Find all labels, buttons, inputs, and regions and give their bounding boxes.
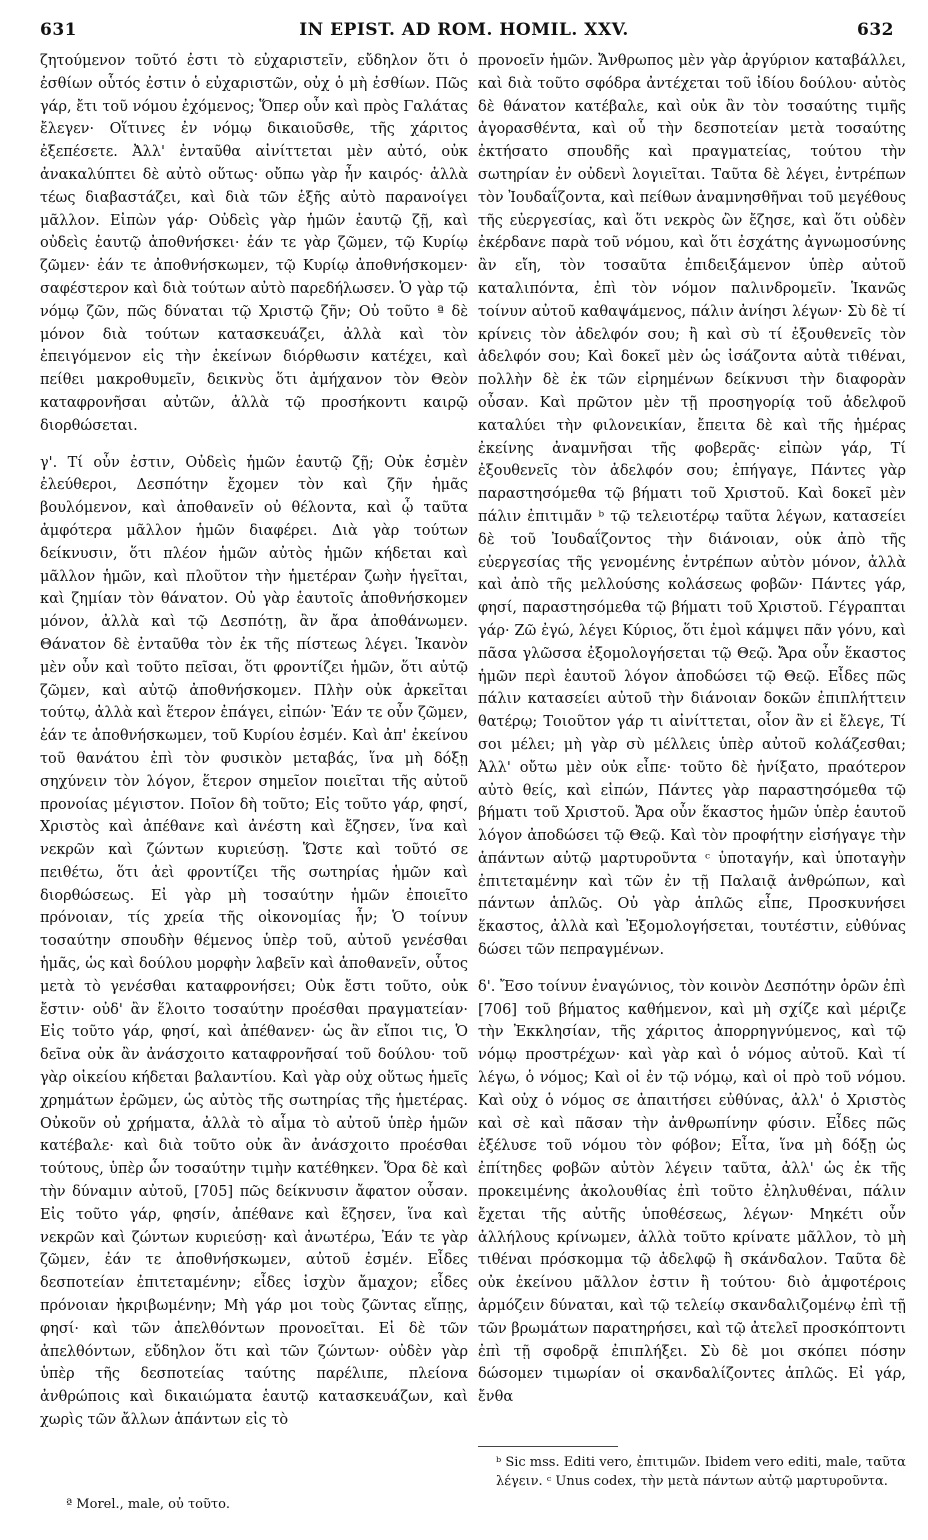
left-column	[40, 50, 468, 1432]
left-footnote: ª Morel., male, οὐ τοῦτο.	[66, 1497, 231, 1512]
footnote-divider	[478, 1446, 618, 1447]
right-footnotes: ᵇ Sic mss. Editi vero, ἐπιτιμῶν. Ibidem vero editi, male, ταῦτα λέγειν. ᶜ Unus codex, τὴν μετὰ πάντων αὐτῷ μαρτυροῦντα.	[496, 1455, 906, 1489]
left-paragraph-1: ζητούμενον τοῦτό ἐστι τὸ εὐχαριστεῖν, εὔδηλον ὅτι ὁ ἐσθίων οὗτός ἐστιν ὁ εὐχαριστῶν, οὐχ ὁ μὴ ἐσθίων. Πῶς γάρ, ἔτι τοῦ νόμου ἐχόμενος; Ὅπερ οὖν καὶ πρὸς Γαλάτας ἔλεγεν· Οἵτινες ἐν νόμῳ δικαιοῦσθε, τῆς χάριτος ἐξεπέσετε. Ἀλλ' ἐνταῦθα αἰνίττεται μὲν αὐτό, οὐκ ἀνακαλύπτει δὲ αὐτὸ οὕτως· οὔπω γὰρ ἦν καιρός· ἀλλὰ τέως διαβαστάζει, καὶ διὰ τῶν ἑξῆς αὐτὸ παρανοίγει μᾶλλον. Εἰπὼν γάρ· Οὐδεὶς γὰρ ἡμῶν ἑαυτῷ ζῇ, καὶ οὐδεὶς ἑαυτῷ ἀποθνήσκει· ἐάν τε γὰρ ζῶμεν, τῷ Κυρίῳ ζῶμεν· ἐάν τε ἀποθνήσκωμεν, τῷ Κυρίῳ ἀποθνήσκομεν· σαφέστερον καὶ διὰ τούτων αὐτὸ παρεδήλωσεν. Ὁ γὰρ τῷ νόμῳ ζῶν, πῶς δύναται τῷ Χριστῷ ζῆν; Οὐ τοῦτο ª δὲ μόνον διὰ τούτων κατασκευάζει, ἀλλὰ καὶ τὸν ἐπειγόμενον εἰς τὴν ἐκείνων διόρθωσιν κατέχει, καὶ πείθει μακροθυμεῖν, δεικνὺς ὅτι ἀμήχανον τὸν Θεὸν καταφρονῆσαι αὐτῶν, ἀλλὰ τῷ προσήκοντι καιρῷ διορθώσεται.	[40, 53, 468, 434]
left-paragraph-2: γ'. Τί οὖν ἐστιν, Οὐδεὶς ἡμῶν ἑαυτῷ ζῇ; Οὐκ ἐσμὲν ἐλεύθεροι, Δεσπότην ἔχομεν τὸν καὶ ζῆν ἡμᾶς βουλόμενον, καὶ ἀποθανεῖν οὐ θέλοντα, καὶ ᾧ ταῦτα ἀμφότερα μᾶλλον ἡμῶν διαφέρει. Διὰ γὰρ τούτων δείκνυσιν, ὅτι πλέον ἡμῶν αὐτὸς ἡμῶν κήδεται καὶ μᾶλλον ἡμῶν, καὶ πλοῦτον τὴν ἡμετέραν ζωὴν ἡγεῖται, καὶ ζημίαν τὸν θάνατον. Οὐ γὰρ ἑαυτοῖς ἀποθνήσκομεν μόνον, ἀλλὰ καὶ τῷ Δεσπότῃ, ἂν ἄρα ἀποθάνωμεν. Θάνατον δὲ ἐνταῦθα τὸν ἐκ τῆς πίστεως λέγει. Ἱκανὸν μὲν οὖν καὶ τοῦτο πεῖσαι, ὅτι φροντίζει ἡμῶν, ὅτι αὐτῷ ζῶμεν, καὶ αὐτῷ ἀποθνήσκομεν. Πλὴν οὐκ ἀρκεῖται τούτῳ, ἀλλὰ καὶ ἕτερον ἐπάγει, εἰπών· Ἐάν τε οὖν ζῶμεν, ἐάν τε ἀποθνήσκωμεν, τοῦ Κυρίου ἐσμέν. Καὶ ἀπ' ἐκείνου τοῦ θανάτου ἐπὶ τὸν φυσικὸν μεταβάς, ἵνα μὴ δόξῃ σηχύνειν τὸν λόγον, ἕτερον σημεῖον ποιεῖται τῆς αὐτοῦ προνοίας μέγιστον. Ποῖον δὴ τοῦτο; Εἰς τοῦτο γάρ, φησί, Χριστὸς καὶ ἀπέθανε καὶ ἀνέστη καὶ ἔζησεν, ἵνα καὶ νεκρῶν καὶ ζώντων κυριεύσῃ. Ὥστε καὶ τοῦτό σε πειθέτω, ὅτι ἀεὶ φροντίζει τῆς σωτηρίας ἡμῶν καὶ διορθώσεως. Εἰ γὰρ μὴ τοσαύτην ἡμῶν ἐποιεῖτο πρόνοιαν, τίς χρεία τῆς οἰκονομίας ἦν; Ὁ τοίνυν τοσαύτην σπουδὴν θέμενος ὑπὲρ τοῦ, αὐτοῦ γενέσθαι ἡμᾶς, ὡς καὶ δούλου μορφὴν λαβεῖν καὶ ἀποθανεῖν, οὗτος μετὰ τὸ γενέσθαι καταφρονήσει; Οὐκ ἔστι τοῦτο, οὐκ ἔστιν· οὐδ' ἂν ἕλοιτο τοσαύτην προέσθαι πραγματείαν· Εἰς τοῦτο γάρ, φησί, καὶ ἀπέθανεν· ὡς ἂν εἴποι τις, Ὁ δεῖνα οὐκ ἂν ἀνάσχοιτο καταφρονῆσαί τοῦ δούλου· τοῦ γὰρ οἰκείου κήδεται βαλαντίου. Καὶ γὰρ οὐχ οὕτως ἡμεῖς χρημάτων ἐρῶμεν, ὡς αὐτὸς τῆς σωτηρίας τῆς ἡμετέρας. Οὐκοῦν οὐ χρήματα, ἀλλὰ τὸ αἷμα τὸ αὐτοῦ ὑπὲρ ἡμῶν κατέβαλε· καὶ διὰ τοῦτο οὐκ ἂν ἀνάσχοιτο προέσθαι τούτους, ὑπὲρ ὧν τοσαύτην τιμὴν κατέθηκεν. Ὅρα δὲ καὶ τὴν δύναμιν αὐτοῦ, [705] πῶς δείκνυσιν ἄφατον οὖσαν. Εἰς τοῦτο γάρ, φησίν, ἀπέθανε καὶ ἔζησεν, ἵνα καὶ νεκρῶν καὶ ζώντων κυριεύσῃ· καὶ ἀνωτέρω, Ἐάν τε γὰρ ζῶμεν, ἐάν τε ἀποθνήσκωμεν, αὐτοῦ ἐσμέν. Εἶδες δεσποτείαν ἐπιτεταμένην; εἶδες ἰσχὺν ἄμαχον; εἶδες πρόνοιαν ἠκριβωμένην; Μὴ γάρ μοι τοὺς ζῶντας εἴπῃς, φησί· καὶ τῶν ἀπελθόντων προνοεῖται. Εἰ δὲ τῶν ἀπελθόντων, εὔδηλον ὅτι καὶ τῶν ζώντων· οὐδὲν γὰρ ὑπὲρ τῆς δεσποτείας ταύτης παρέλιπε, πλείονα ἀνθρώποις καὶ δικαιώματα ἑαυτῷ κατασκευάζων, καὶ χωρὶς τῶν ἄλλων ἁπάντων εἰς τὸ	[40, 454, 468, 1429]
right-page-number: 632	[857, 20, 894, 40]
left-page-number: 631	[40, 20, 77, 40]
right-column	[478, 50, 906, 1409]
running-title: IN EPIST. AD ROM. HOMIL. XXV.	[299, 20, 629, 40]
right-paragraph-1: προνοεῖν ἡμῶν. Ἄνθρωπος μὲν γὰρ ἀργύριον καταβάλλει, καὶ διὰ τοῦτο σφόδρα ἀντέχεται τοῦ ἰδίου δούλου· αὐτὸς δὲ θάνατον κατέβαλε, καὶ οὐκ ἂν τὸν τοσαύτης τιμῆς ἀγορασθέντα, καὶ οὗ τὴν δεσποτείαν μετὰ τοσαύτης ἐκτήσατο σπουδῆς καὶ πραγματείας, τούτου τὴν σωτηρίαν ἐν οὐδενὶ λογιεῖται. Ταῦτα δὲ λέγει, ἐντρέπων τὸν Ἰουδαΐζοντα, καὶ πείθων ἀναμνησθῆναι τοῦ μεγέθους τῆς εὐεργεσίας, καὶ ὅτι νεκρὸς ὢν ἔζησε, καὶ ὅτι οὐδὲν ἐκέρδανε παρὰ τοῦ νόμου, καὶ ὅτι ἐσχάτης ἀγνωμοσύνης ἂν εἴη, τὸν τοσαῦτα ἐπιδειξάμενον ὑπὲρ αὐτοῦ καταλιπόντα, ἐπὶ τὸν νόμον παλινδρομεῖν. Ἱκανῶς τοίνυν αὐτοῦ καθαψάμενος, πάλιν ἀνίησι λέγων· Σὺ δὲ τί κρίνεις τὸν ἀδελφόν σου; ἢ καὶ σὺ τί ἐξουθενεῖς τὸν ἀδελφόν σου; Καὶ δοκεῖ μὲν ὡς ἰσάζοντα αὐτὰ τιθέναι, πολλὴν δὲ ἐκ τῶν εἰρημένων δείκνυσι τὴν διαφορὰν οὖσαν. Καὶ πρῶτον μὲν τῇ προσηγορίᾳ τοῦ ἀδελφοῦ καταλύει τὴν φιλονεικίαν, ἔπειτα δὲ καὶ τῆς ἡμέρας ἐκείνης ἀναμνῆσαι τῆς φοβερᾶς· εἰπὼν γάρ, Τί ἐξουθενεῖς τὸν ἀδελφόν σου; ἐπήγαγε, Πάντες γὰρ παραστησόμεθα τῷ βήματι τοῦ Χριστοῦ. Καὶ δοκεῖ μὲν πάλιν ἐπιτιμᾶν ᵇ τῷ τελειοτέρῳ ταῦτα λέγων, κατασείει δὲ τοῦ Ἰουδαΐζοντος τὴν διάνοιαν, οὐκ ἀπὸ τῆς εὐεργεσίας τῆς γενομένης ἐντρέπων αὐτὸν μόνον, ἀλλὰ καὶ ἀπὸ τῆς μελλούσης κολάσεως φοβῶν· Πάντες γάρ, φησί, παραστησόμεθα τῷ βήματι τοῦ Χριστοῦ. Γέγραπται γάρ· Ζῶ ἐγώ, λέγει Κύριος, ὅτι ἐμοὶ κάμψει πᾶν γόνυ, καὶ πᾶσα γλῶσσα ἐξομολογήσεται τῷ Θεῷ. Ἄρα οὖν ἕκαστος ἡμῶν περὶ ἑαυτοῦ λόγον ἀποδώσει τῷ Θεῷ. Εἶδες πῶς πάλιν κατασείει αὐτοῦ τὴν διάνοιαν δοκῶν ἐπιπλήττειν θατέρῳ; Τοιοῦτον γάρ τι αἰνίττεται, οἷον ἂν εἰ ἔλεγε, Τί σοι μέλει; μὴ γὰρ σὺ μέλλεις ὑπὲρ αὐτοῦ κολάζεσθαι; Ἀλλ' οὔτω μὲν οὐκ εἶπε· τοῦτο δὲ ἠνίξατο, πραότερον αὐτὸ θείς, καὶ εἰπών, Πάντες γὰρ παραστησόμεθα τῷ βήματι τοῦ Χριστοῦ. Ἄρα οὖν ἕκαστος ἡμῶν ὑπὲρ ἑαυτοῦ λόγον ἀποδώσει τῷ Θεῷ. Καὶ τὸν προφήτην εἰσήγαγε τὴν ἁπάντων αὐτῷ μαρτυροῦντα ᶜ ὑποταγήν, καὶ ὑποταγὴν ἐπιτεταμένην καὶ τῶν ἐν τῇ Παλαιᾷ ἀνθρώπων, καὶ πάντων ἁπλῶς. Οὐ γὰρ ἁπλῶς εἶπε, Προσκυνήσει ἕκαστος, ἀλλὰ καὶ Ἐξομολογήσεται, τουτέστιν, εὐθύνας δώσει τῶν πεπραγμένων.	[478, 53, 906, 959]
right-paragraph-2: δ'. Ἔσο τοίνυν ἐναγώνιος, τὸν κοινὸν Δεσπότην ὁρῶν ἐπὶ [706] τοῦ βήματος καθήμενον, καὶ μὴ σχίζε καὶ μέριζε τὴν Ἐκκλησίαν, τῆς χάριτος ἀπορρηγνύμενος, καὶ τῷ νόμῳ προστρέχων· καὶ γὰρ καὶ ὁ νόμος αὐτοῦ. Καὶ τί λέγω, ὁ νόμος; Καὶ οἱ ἐν τῷ νόμῳ, καὶ οἱ πρὸ τοῦ νόμου. Καὶ οὐχ ὁ νόμος σε ἀπαιτήσει εὐθύνας, ἀλλ' ὁ Χριστὸς καὶ σὲ καὶ πᾶσαν τὴν ἀνθρωπίνην φύσιν. Εἶδες πῶς ἐξέλυσε τοῦ νόμου τὸν φόβον; Εἶτα, ἵνα μὴ δόξῃ ὡς ἐπίτηδες φοβῶν αὐτὸν λέγειν ταῦτα, ἀλλ' ὡς ἐκ τῆς προκειμένης ἀκολουθίας ἐπὶ τοῦτο ἐληλυθέναι, πάλιν ἔχεται τῆς αὐτῆς ὑποθέσεως, λέγων· Μηκέτι οὖν ἀλλήλους κρίνωμεν, ἀλλὰ τοῦτο κρίνατε μᾶλλον, τὸ μὴ τιθέναι πρόσκομμα τῷ ἀδελφῷ ἢ σκάνδαλον. Ταῦτα δὲ οὐκ ἐκείνου μᾶλλον ἐστιν ἢ τούτου· διὸ ἀμφοτέροις ἁρμόζειν δύναται, καὶ τῷ τελείῳ σκανδαλιζομένῳ ἐπὶ τῇ τῶν βρωμάτων παρατηρήσει, καὶ τῷ ἀτελεῖ προσκόπτοντι ἐπὶ τῇ σφοδρᾷ ἐπιπλήξει. Σὺ δὲ μοι σκόπει πόσην δώσομεν τιμωρίαν οἱ σκανδαλίζοντες ἁπλῶς. Εἰ γάρ, ἔνθα	[478, 978, 906, 1406]
